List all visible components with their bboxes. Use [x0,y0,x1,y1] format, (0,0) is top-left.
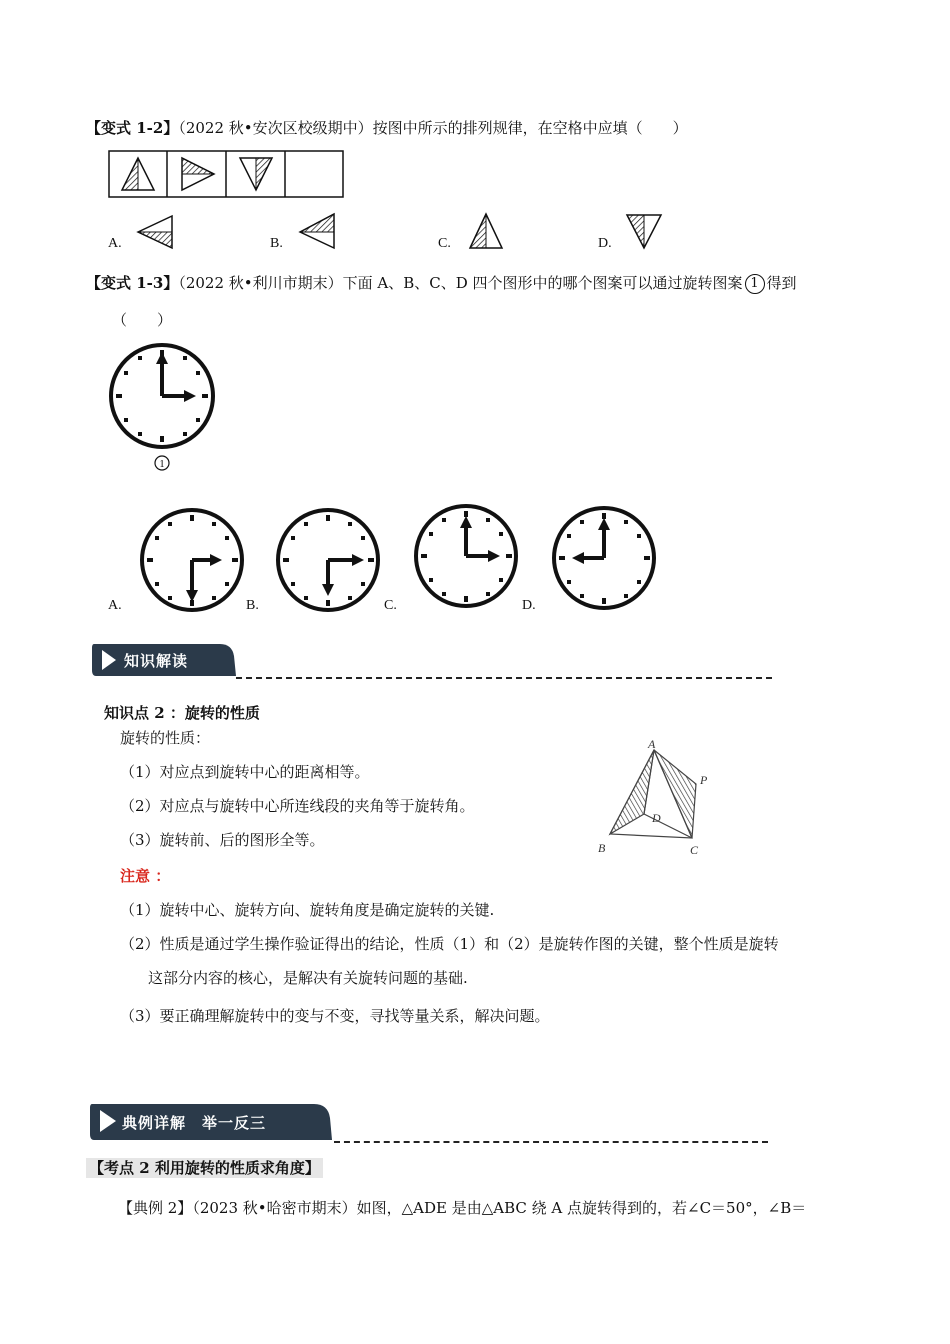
clock-option-b [274,508,384,614]
circled-number: 1 [745,274,765,294]
question-tag: 【变式 1-2】 [86,119,179,137]
question-text-end: 得到 [766,274,797,292]
point-d-label: D [652,811,661,825]
note-2-cont: 这部分内容的核心，是解决有关旋转问题的基础. [148,969,468,987]
question-text: 按图中所示的排列规律，在空格中应填（ ） [372,119,688,137]
section-divider [334,1141,768,1143]
knowledge-item-3: （3）旋转前、后的图形全等。 [120,831,325,849]
clock-option-c [412,504,522,610]
option-c-shape [466,212,506,252]
pattern-cell-3 [240,158,272,190]
clock-original [108,342,220,472]
clock-option-c-label: C. [384,598,397,613]
kaodian-heading: 【考点 2 利用旋转的性质求角度】 [86,1158,323,1178]
option-b-shape [298,210,338,250]
note-label: 注意 ： [120,867,171,885]
point-a-label: A [648,737,656,751]
example-tag: 【典例 2】 [118,1199,193,1217]
example-text: 如图，△ADE 是由△ABC 绕 A 点旋转得到的，若∠C＝50°，∠B＝ [356,1199,807,1217]
clock-option-a [138,508,248,614]
option-b-label: B. [270,236,283,251]
clock-option-a-label: A. [108,598,122,613]
pattern-cell-1 [122,158,154,190]
banner-knowledge-label: 知识解读 [124,652,189,670]
question-1-2-line [86,118,688,138]
question-tag: 【变式 1-3】 [86,274,179,292]
rotation-figure [592,734,722,864]
point-c-label: C [690,843,699,857]
example-2-line [118,1198,806,1218]
note-3: （3）要正确理解旋转中的变与不变，寻找等量关系，解决问题。 [120,1007,550,1025]
clock-option-b-label: B. [246,598,259,613]
question-source: （2022 秋•利川市期末） [178,274,343,292]
example-source: （2023 秋•哈密市期末） [192,1199,357,1217]
pattern-grid [108,150,344,198]
question-text: 下面 A、B、C、D 四个图形中的哪个图案可以通过旋转图案 [342,274,743,292]
note-1: （1）旋转中心、旋转方向、旋转角度是确定旋转的关键. [120,901,495,919]
option-a-shape [136,212,176,252]
banner-examples-label: 典例详解 举一反三 [122,1114,267,1132]
question-1-3-line [86,273,797,294]
option-d-shape [624,212,664,252]
option-d-label: D. [598,236,612,251]
clock-option-d-label: D. [522,598,536,613]
answer-paren: （ ） [112,311,173,329]
knowledge-item-2: （2）对应点与旋转中心所连线段的夹角等于旋转角。 [120,797,475,815]
point-b-label: B [598,841,606,855]
pattern-cell-2 [182,158,214,190]
question-source: （2022 秋•安次区校级期中） [178,119,373,137]
option-a-label: A. [108,236,122,251]
option-c-label: C. [438,236,451,251]
point-p-label: P [700,773,708,787]
section-divider [236,677,772,679]
knowledge-item-1: （1）对应点到旋转中心的距离相等。 [120,763,370,781]
clock-option-d [550,504,660,614]
knowledge-title: 知识点 2 ：旋转的性质 [104,704,260,722]
clock-original-label: 1 [159,459,165,470]
note-2: （2）性质是通过学生操作验证得出的结论，性质（1）和（2）是旋转作图的关键，整个性质是旋转 [120,935,779,953]
knowledge-intro: 旋转的性质： [120,729,211,747]
